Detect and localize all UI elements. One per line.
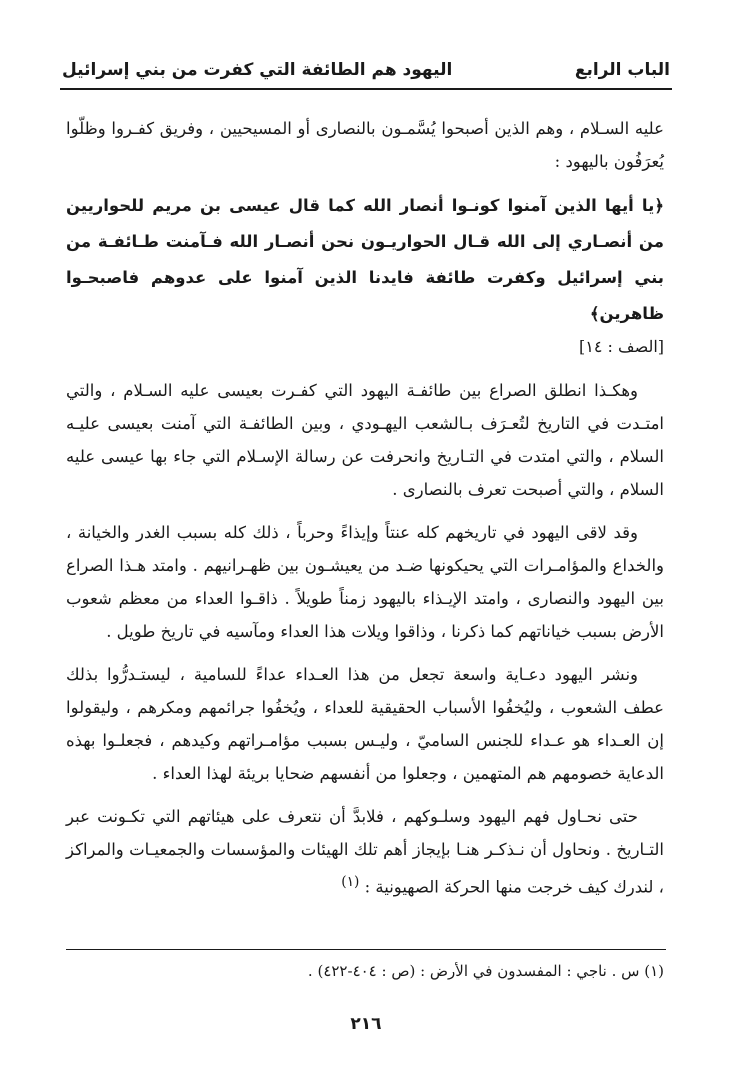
- chapter-label: الباب الرابع: [574, 60, 670, 80]
- paragraph-2: وقد لاقى اليهود في تاريخهم كله عنتاً وإيذاءً وحرباً ، ذلك كله بسبب الغدر والخيانة ، والخداع والمؤامـرات التي يحيكونها ضـد من يعيشـون بين ظهـرانيهم . وامتد هـذا الصراع بين اليهود والنصارى ، وامتد الإيـذاء باليهود زمناً طويلاً . ذاقـوا العداء من معظم شعوب الأرض بسبب خياناتهم كما ذكرنا ، وذاقوا ويلات هذا العداء ومآسيه في تاريخ طويل .: [66, 523, 664, 641]
- intro-paragraph: عليه السـلام ، وهم الذين أصبحوا يُسَّمـون بالنصارى أو المسيحيين ، وفريق كفـروا وظلّوا يُعرَفُون باليهود :: [66, 119, 664, 171]
- running-header: [62, 56, 670, 84]
- paragraph-4-text: حتى نحـاول فهم اليهود وسلـوكهم ، فلابدَّ أن نتعرف على هيئاتهم التي تكـونت عبر التـاريخ . ونحاول أن نـذكـر هنـا بإيجاز أهم تلك الهيئات والمؤسسات والجمعيـات والمراكز ، لندرك كيف خرجت منها الحركة الصهيونية :: [66, 807, 664, 897]
- main-text: [66, 112, 664, 914]
- header-divider: [60, 88, 672, 90]
- paragraph-1: وهكـذا انطلق الصراع بين طائفـة اليهود التي كفـرت بعيسى عليه السـلام ، والتي امتـدت في التاريخ لتُعـرَف بـالشعب اليهـودي ، وبين الطائفـة التي آمنت بعيسى عليـه السلام ، والتي امتدت في التـاريخ وانحرفت عن رسالة الإسـلام التي جاء بها عيسى عليه السلام ، والتي أصبحت تعرف بالنصارى .: [66, 381, 664, 499]
- running-title: اليهود هم الطائفة التي كفرت من بني إسرائيل: [62, 60, 453, 80]
- quran-verse: ﴿يا أيها الذين آمنوا كونـوا أنصار الله كما قال عيسى بن مريم للحواريين من أنصـاري إلى الله قـال الحواريـون نحن أنصـار الله فـآمنت طـائفـة من بني إسرائيل وكفرت طائفة فايدنا الذين آمنوا على عدوهم فاصبحـوا ظاهرين﴾: [66, 196, 664, 323]
- footnote: (١) س . ناجي : المفسدون في الأرض : (ص : ٤٠٤-٤٢٢) .: [307, 962, 664, 980]
- page-number: ٢١٦: [350, 1014, 382, 1034]
- paragraph-4: [66, 800, 664, 904]
- verse-reference: [الصف : ١٤]: [579, 337, 664, 356]
- paragraph-3: ونشر اليهود دعـاية واسعة تجعل من هذا العـداء عداءً للسامية ، ليستـدرُّوا بذلك عطف الشعوب ، وليُخفُوا الأسباب الحقيقية للعداء ، ويُخفُوا جرائمهم ومكرهم ، وليقولوا إن العـداء هو عـداء للجنس الساميّ ، وليـس بسبب مؤامـراتهم وكيدهم ، فجعلـوا بهذه الدعاية خصومهم هم المتهمين ، وجعلوا من أنفسهم ضحايا بريئة لهذا العداء .: [66, 665, 664, 783]
- footnote-divider: [66, 949, 666, 950]
- footnote-marker: (١): [341, 874, 360, 890]
